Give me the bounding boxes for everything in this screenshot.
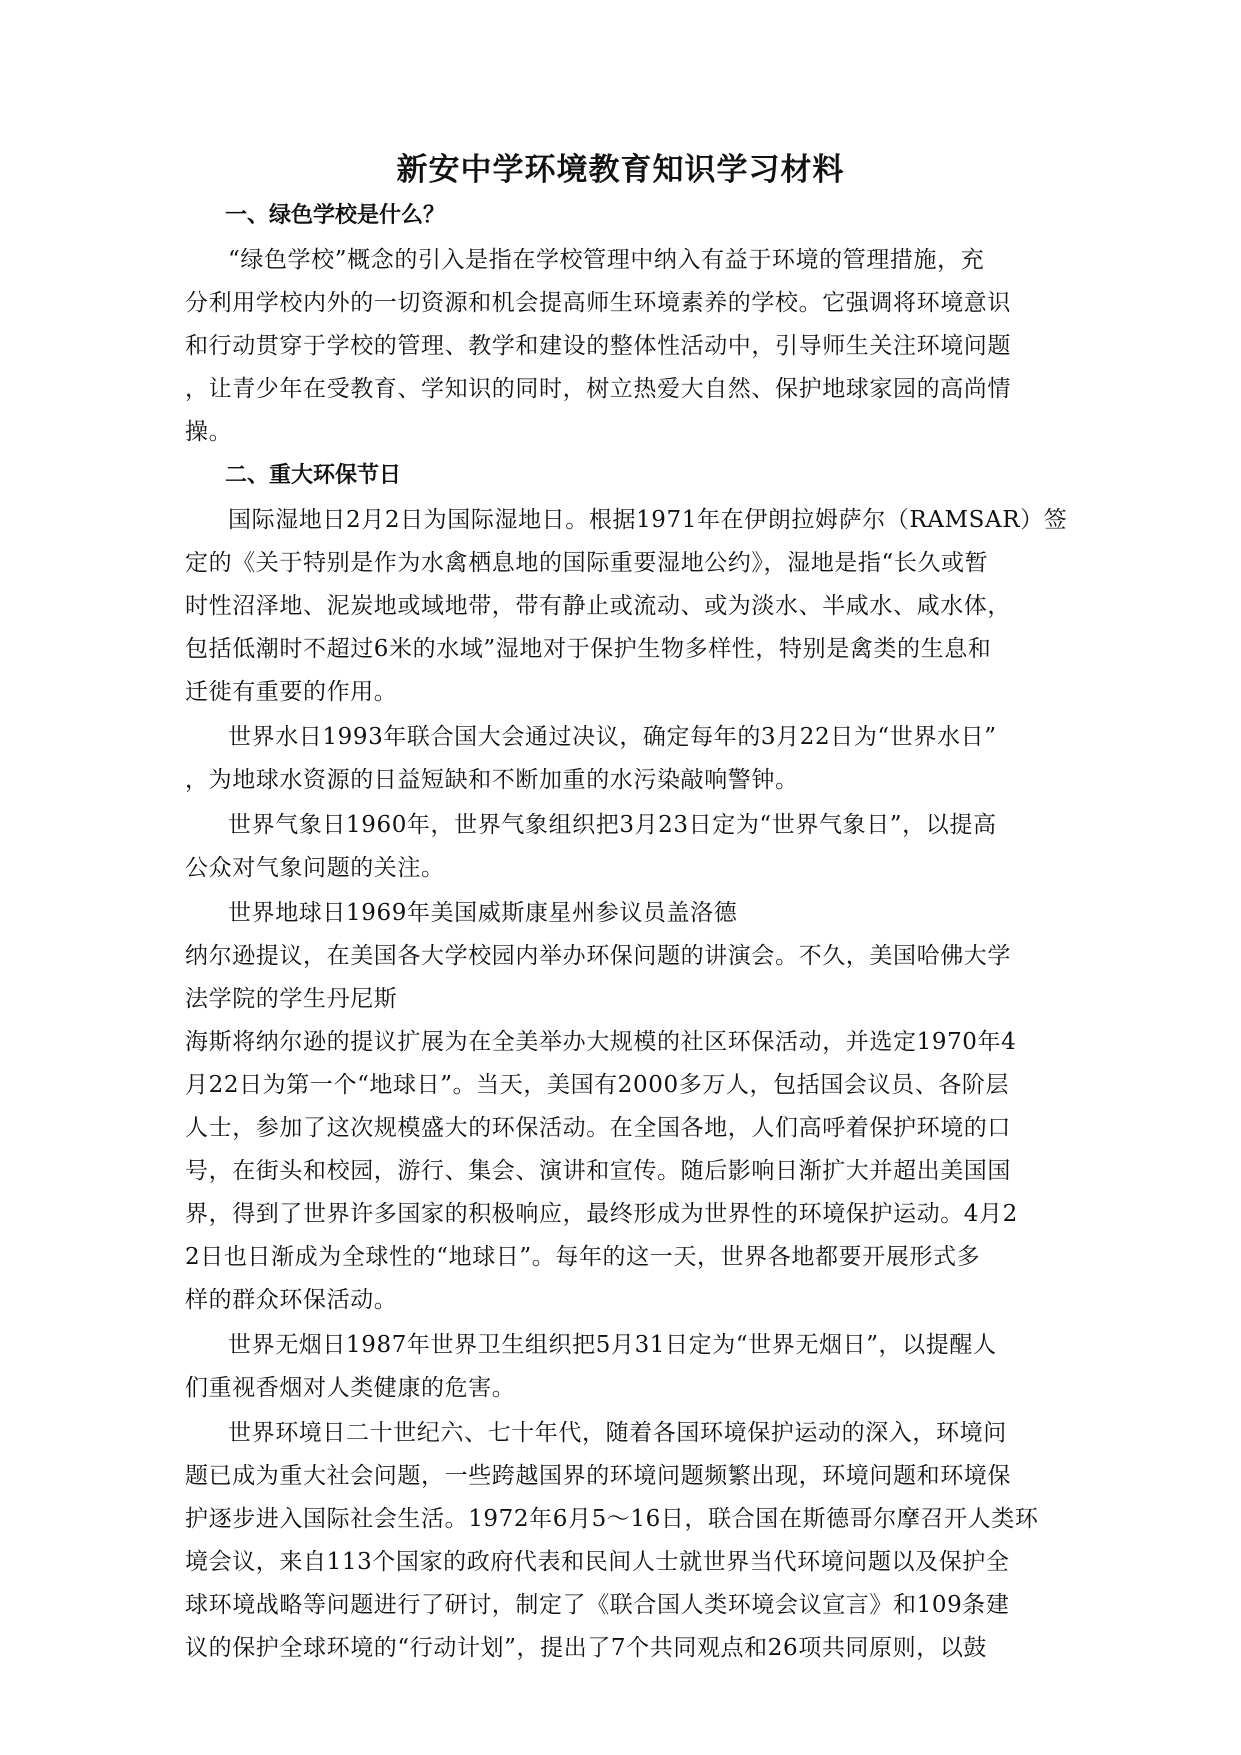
paragraph-line: 号，在街头和校园，游行、集会、演讲和宣传。随后影响日渐扩大并超出美国国: [185, 1158, 1011, 1184]
paragraph-line: 时性沼泽地、泥炭地或域地带，带有静止或流动、或为淡水、半咸水、咸水体，: [185, 593, 1011, 619]
paragraph-line: ，让青少年在受教育、学知识的同时，树立热爱大自然、保护地球家园的高尚情: [185, 376, 1011, 402]
paragraph-line: 国际湿地日2月2日为国际湿地日。根据1971年在伊朗拉姆萨尔（RAMSAR）签: [228, 507, 1068, 533]
paragraph-line: 们重视香烟对人类健康的危害。: [185, 1375, 516, 1401]
paragraph-line: 界，得到了世界许多国家的积极响应，最终形成为世界性的环境保护运动。4月2: [185, 1201, 1018, 1227]
paragraph-line: 球环境战略等问题进行了研讨，制定了《联合国人类环境会议宣言》和109条建: [185, 1592, 1010, 1618]
paragraph-line: 迁徙有重要的作用。: [185, 679, 398, 705]
paragraph-line: 法学院的学生丹尼斯: [185, 986, 398, 1012]
paragraph-line: ，为地球水资源的日益短缺和不断加重的水污染敲响警钟。: [185, 767, 799, 793]
paragraph-line: 和行动贯穿于学校的管理、教学和建设的整体性活动中，引导师生关注环境问题: [185, 333, 1011, 359]
paragraph-line: 月22日为第一个“地球日”。当天，美国有2000多万人，包括国会议员、各阶层: [185, 1072, 1010, 1098]
section-heading-environmental-days: 二、重大环保节日: [225, 462, 402, 488]
paragraph-line: 公众对气象问题的关注。: [185, 855, 445, 881]
paragraph-line: 护逐步进入国际社会生活。1972年6月5～16日，联合国在斯德哥尔摩召开人类环: [185, 1506, 1039, 1532]
paragraph-line: 人士，参加了这次规模盛大的环保活动。在全国各地，人们高呼着保护环境的口: [185, 1115, 1011, 1141]
paragraph-line: 世界无烟日1987年世界卫生组织把5月31日定为“世界无烟日”，以提醒人: [228, 1332, 997, 1358]
paragraph-line: 世界气象日1960年，世界气象组织把3月23日定为“世界气象日”，以提高: [228, 812, 997, 838]
paragraph-line: 世界水日1993年联合国大会通过决议，确定每年的3月22日为“世界水日”: [228, 724, 997, 750]
paragraph-line: 海斯将纳尔逊的提议扩展为在全美举办大规模的社区环保活动，并选定1970年4: [185, 1029, 1017, 1055]
paragraph-line: 纳尔逊提议，在美国各大学校园内举办环保问题的讲演会。不久，美国哈佛大学: [185, 943, 1011, 969]
paragraph-line: 分利用学校内外的一切资源和机会提高师生环境素养的学校。它强调将环境意识: [185, 290, 1011, 316]
paragraph-line: 2日也日渐成为全球性的“地球日”。每年的这一天，世界各地都要开展形式多: [185, 1244, 981, 1270]
paragraph-line: 境会议，来自113个国家的政府代表和民间人士就世界当代环境问题以及保护全: [185, 1549, 1010, 1575]
paragraph-line: 操。: [185, 419, 233, 445]
paragraph-line: 题已成为重大社会问题，一些跨越国界的环境问题频繁出现，环境问题和环境保: [185, 1463, 1011, 1489]
document-title: 新安中学环境教育知识学习材料: [396, 152, 845, 188]
paragraph-line: 世界环境日二十世纪六、七十年代，随着各国环境保护运动的深入，环境问: [228, 1420, 1007, 1446]
paragraph-line: 议的保护全球环境的“行动计划”，提出了7个共同观点和26项共同原则，以鼓: [185, 1635, 988, 1661]
paragraph-line: 包括低潮时不超过6米的水域”湿地对于保护生物多样性，特别是禽类的生息和: [185, 636, 992, 662]
section-heading-green-school: 一、绿色学校是什么？: [225, 202, 446, 228]
paragraph-line: “绿色学校”概念的引入是指在学校管理中纳入有益于环境的管理措施，充: [228, 247, 985, 273]
paragraph-line: 世界地球日1969年美国威斯康星州参议员盖洛德: [228, 900, 738, 926]
paragraph-line: 定的《关于特别是作为水禽栖息地的国际重要湿地公约》，湿地是指“长久或暂: [185, 550, 989, 576]
paragraph-line: 样的群众环保活动。: [185, 1287, 398, 1313]
